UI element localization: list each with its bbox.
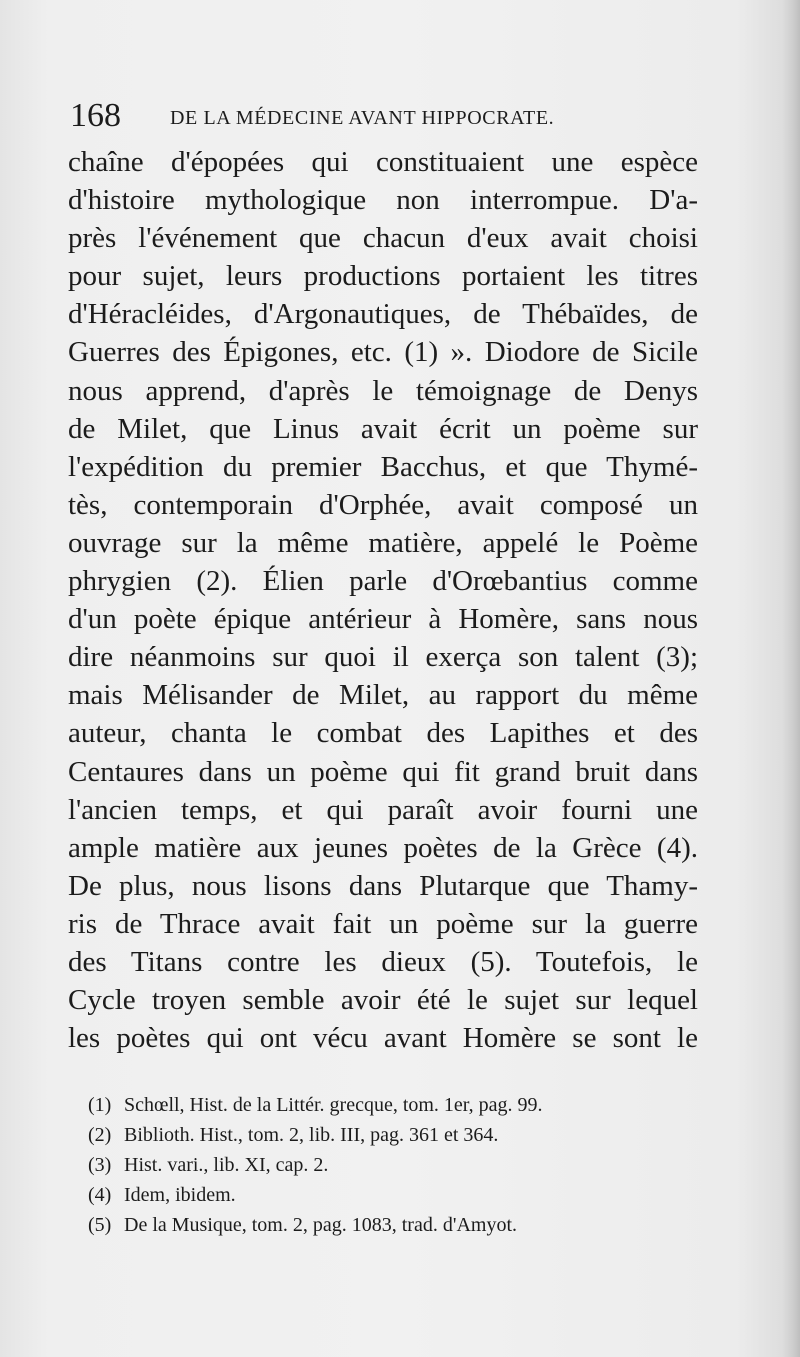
text-line: des Titans contre les dieux (5). Toutefois, le — [68, 945, 698, 978]
footnote-text: Schœll, Hist. de la Littér. grecque, tom. 1er, pag. 99. — [124, 1094, 543, 1116]
body-text — [68, 143, 698, 1057]
text-line: chaîne d'épopées qui constituaient une espèce — [68, 146, 698, 178]
text-line: Cycle troyen semble avoir été le sujet sur lequel — [68, 984, 698, 1017]
footnote-text: Hist. vari., lib. XI, cap. 2. — [124, 1154, 329, 1176]
text-line: dire néanmoins sur quoi il exerça son talent (3); — [68, 641, 698, 674]
running-title: DE LA MÉDECINE AVANT HIPPOCRATE. — [170, 107, 555, 129]
footnote — [88, 1210, 648, 1240]
text-line: les poètes qui ont vécu avant Homère se sont le — [68, 1022, 698, 1055]
text-line: d'histoire mythologique non interrompue. D'a- — [68, 184, 698, 217]
text-line: nous apprend, d'après le témoignage de Denys — [68, 374, 698, 407]
text-line: ample matière aux jeunes poètes de la Grèce (4). — [68, 831, 698, 864]
footnote-number: (2) — [88, 1124, 112, 1146]
page-header — [70, 96, 630, 136]
text-line: de Milet, que Linus avait écrit un poème sur — [68, 412, 698, 445]
footnote — [88, 1090, 648, 1120]
text-line: près l'événement que chacun d'eux avait choisi — [68, 222, 698, 255]
text-line: auteur, chanta le combat des Lapithes et des — [68, 717, 698, 750]
footnote-number: (3) — [88, 1154, 112, 1176]
footnote — [88, 1180, 648, 1210]
footnote-number: (1) — [88, 1094, 112, 1116]
text-line: l'expédition du premier Bacchus, et que Thymé- — [68, 450, 698, 483]
text-line: d'un poète épique antérieur à Homère, sans nous — [68, 603, 698, 636]
text-line: d'Héracléides, d'Argonautiques, de Thébaïdes, de — [68, 298, 698, 331]
text-line: Centaures dans un poème qui fit grand bruit dans — [68, 755, 698, 788]
page-edge-shadow — [782, 0, 800, 1357]
text-line: Guerres des Épigones, etc. (1) ». Diodore de Sicile — [68, 336, 698, 369]
text-line: ouvrage sur la même matière, appelé le Poème — [68, 526, 698, 559]
page-number: 168 — [70, 97, 121, 134]
text-line: tès, contemporain d'Orphée, avait composé un — [68, 488, 698, 521]
text-line: l'ancien temps, et qui paraît avoir fourni une — [68, 793, 698, 826]
footnote — [88, 1150, 648, 1180]
text-line: phrygien (2). Élien parle d'Orœbantius comme — [68, 565, 698, 598]
footnotes — [88, 1090, 648, 1240]
text-line: mais Mélisander de Milet, au rapport du même — [68, 679, 698, 712]
footnote-text: Biblioth. Hist., tom. 2, lib. III, pag. 361 et 364. — [124, 1124, 499, 1146]
footnote-text: De la Musique, tom. 2, pag. 1083, trad. d'Amyot. — [124, 1214, 517, 1236]
footnote-text: Idem, ibidem. — [124, 1184, 236, 1206]
text-line: pour sujet, leurs productions portaient les titres — [68, 260, 698, 293]
text-line: ris de Thrace avait fait un poème sur la guerre — [68, 907, 698, 940]
text-line: De plus, nous lisons dans Plutarque que Thamy- — [68, 869, 698, 902]
footnote-number: (5) — [88, 1214, 112, 1236]
footnote-number: (4) — [88, 1184, 112, 1206]
footnote — [88, 1120, 648, 1150]
